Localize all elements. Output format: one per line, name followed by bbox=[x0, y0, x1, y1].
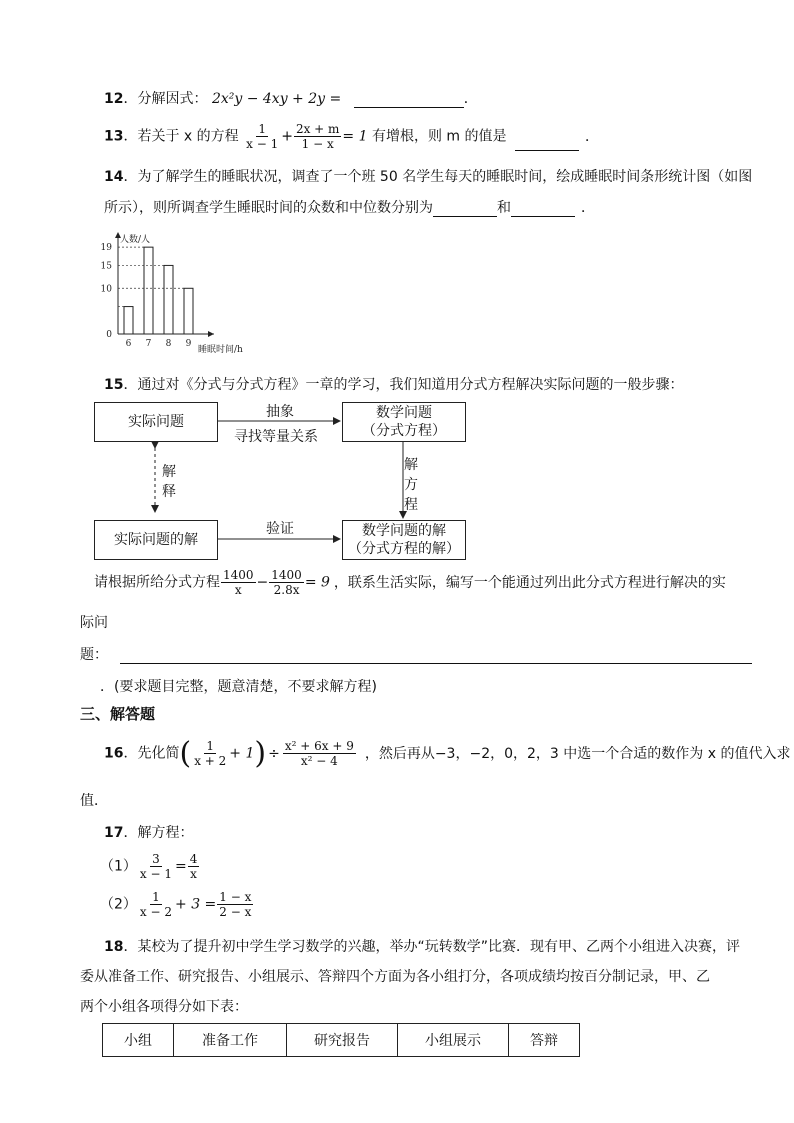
question-text: ．先化简 bbox=[123, 745, 180, 762]
label-explain bbox=[162, 462, 178, 502]
question-number: 17 bbox=[104, 825, 124, 841]
paren-open: ( bbox=[179, 736, 192, 771]
question-17 bbox=[104, 822, 193, 842]
label-char: 解 bbox=[162, 464, 176, 480]
question-text: ．分解因式： bbox=[123, 91, 208, 107]
label-find-relation: 寻找等量关系 bbox=[234, 429, 318, 445]
question-18-line-3: 两个小组各项得分如下表： bbox=[80, 999, 248, 1015]
section-heading: 三、解答题 bbox=[80, 705, 156, 723]
x-tick-label: 6 bbox=[125, 339, 132, 349]
question-15-line-3 bbox=[80, 644, 752, 664]
denominator: x + 2 bbox=[194, 754, 227, 768]
part-label: （1） bbox=[100, 858, 137, 875]
label-char: 解 bbox=[404, 457, 418, 473]
box-label: 数学问题的解 bbox=[362, 523, 446, 539]
table-header-cell: 小组 bbox=[103, 1024, 174, 1057]
paren-close: ) bbox=[254, 736, 267, 771]
question-15-prompt bbox=[94, 568, 726, 597]
x-tick-label: 7 bbox=[145, 339, 152, 349]
numerator: x² + 6x + 9 bbox=[284, 739, 354, 753]
label-char: 程 bbox=[404, 497, 418, 513]
fraction bbox=[283, 739, 356, 768]
numerator: 3 bbox=[152, 852, 160, 866]
operator: ÷ bbox=[268, 745, 280, 762]
operator: + bbox=[281, 128, 293, 145]
question-18-line-1 bbox=[104, 936, 740, 956]
equals: = 9 bbox=[304, 574, 330, 591]
punctuation: ． bbox=[584, 128, 599, 145]
fraction bbox=[269, 568, 304, 597]
fraction bbox=[192, 739, 228, 768]
denominator: x − 2 bbox=[139, 905, 173, 919]
table-header-cell: 答辩 bbox=[509, 1024, 580, 1057]
numerator: 2x + m bbox=[295, 122, 340, 136]
question-text: ．某校为了提升初中学生学习数学的兴趣，举办“玩转数学”比赛．现有甲、乙两个小组进入决赛，评 bbox=[123, 939, 740, 955]
box-label: 实际问题的解 bbox=[114, 532, 198, 548]
denominator: x − 1 bbox=[246, 137, 279, 151]
question-text: 和 bbox=[497, 200, 511, 216]
math-expression: 2x²y − 4xy + 2y = bbox=[211, 91, 342, 107]
question-text: 题： bbox=[80, 647, 108, 663]
punctuation: ． bbox=[463, 91, 478, 107]
question-number: 16 bbox=[104, 745, 124, 762]
y-tick-label: 15 bbox=[100, 261, 112, 272]
label-verify: 验证 bbox=[266, 521, 294, 537]
question-text: 所示），则所调查学生睡眠时间的众数和中位数分别为 bbox=[104, 200, 433, 216]
punctuation: ． bbox=[581, 200, 595, 216]
denominator: x − 1 bbox=[139, 867, 173, 881]
question-number: 15 bbox=[104, 377, 124, 393]
fraction bbox=[188, 852, 200, 881]
label-char: 释 bbox=[162, 484, 176, 500]
numerator: 1 bbox=[152, 890, 160, 904]
table-header-cell: 研究报告 bbox=[287, 1024, 398, 1057]
fraction bbox=[138, 852, 174, 881]
question-text: ．解方程： bbox=[123, 825, 194, 841]
question-number: 12 bbox=[104, 91, 124, 107]
table-header-row bbox=[103, 1024, 580, 1057]
question-text: ，联系生活实际，编写一个能通过列出此分式方程进行解决的实 bbox=[333, 574, 726, 591]
denominator: 2.8x bbox=[273, 583, 300, 597]
y-tick-label: 10 bbox=[100, 284, 112, 295]
question-18-line-2: 委从准备工作、研究报告、小组展示、答辩四个方面为各小组打分，各项成绩均按百分制记录，甲、乙 bbox=[80, 969, 710, 985]
label-char: 方 bbox=[404, 477, 418, 493]
numerator: 1 bbox=[258, 122, 266, 136]
denominator: 1 − x bbox=[301, 137, 334, 151]
question-17-part-2 bbox=[100, 890, 254, 919]
denominator: x² − 4 bbox=[300, 754, 338, 768]
question-text: ．为了解学生的睡眠状况，调查了一个班 50 名学生每天的睡眠时间，绘成睡眠时间条形统计图（如图 bbox=[123, 169, 753, 185]
question-text: 有增根，则 m 的值是 bbox=[367, 128, 507, 145]
question-16 bbox=[104, 736, 790, 771]
question-text: ．通过对《分式与分式方程》一章的学习，我们知道用分式方程解决实际问题的一般步骤： bbox=[123, 377, 684, 393]
question-17-part-1 bbox=[100, 852, 200, 881]
y-tick-label: 0 bbox=[106, 330, 112, 340]
question-text: 请根据所给分式方程 bbox=[94, 574, 220, 591]
equals: = bbox=[175, 858, 187, 875]
box-sublabel: （分式方程的解） bbox=[348, 541, 460, 557]
label-solve-equation bbox=[404, 455, 420, 515]
part-label: （2） bbox=[100, 896, 137, 913]
box-sublabel: （分式方程） bbox=[362, 423, 446, 439]
question-text: ．若关于 x 的方程 bbox=[123, 128, 239, 145]
fraction bbox=[217, 890, 253, 919]
score-table bbox=[102, 1023, 580, 1057]
label-abstract: 抽象 bbox=[266, 404, 294, 420]
denominator: x bbox=[234, 583, 242, 597]
question-number: 18 bbox=[104, 939, 124, 955]
x-axis-label: 睡眠时间/h bbox=[198, 345, 243, 355]
x-tick-label: 9 bbox=[185, 339, 192, 349]
table-header-cell: 准备工作 bbox=[174, 1024, 287, 1057]
y-tick-label: 19 bbox=[100, 243, 112, 254]
question-text: ，然后再从−3，−2，0，2，3 中选一个合适的数作为 x 的值代入求 bbox=[364, 745, 791, 762]
box-label: 数学问题 bbox=[376, 405, 432, 421]
x-tick-label: 8 bbox=[165, 339, 172, 349]
table-header-cell: 小组展示 bbox=[398, 1024, 509, 1057]
numerator: 4 bbox=[189, 852, 198, 866]
numerator: 1400 bbox=[271, 568, 302, 582]
question-15-note: ．(要求题目完整，题意清楚，不要求解方程) bbox=[100, 679, 377, 695]
box-label: 实际问题 bbox=[128, 414, 184, 430]
denominator: x bbox=[190, 867, 197, 881]
question-15-line-2: 际问 bbox=[80, 615, 108, 631]
numerator: 1 bbox=[206, 739, 215, 753]
denominator: 2 − x bbox=[219, 905, 252, 919]
y-axis-label: 人数/人 bbox=[120, 235, 151, 245]
equals: = 1 bbox=[342, 128, 368, 145]
numerator: 1400 bbox=[223, 568, 254, 582]
operator: + 3 = bbox=[175, 896, 217, 913]
question-16-line-2: 值． bbox=[80, 793, 108, 809]
answer-blank-problem[interactable] bbox=[120, 649, 752, 664]
fraction bbox=[221, 568, 256, 597]
question-number: 13 bbox=[104, 128, 124, 145]
operator: − bbox=[256, 574, 269, 591]
question-number: 14 bbox=[104, 169, 124, 185]
fraction bbox=[138, 890, 174, 919]
operator: + 1 bbox=[229, 745, 255, 762]
numerator: 1 − x bbox=[219, 890, 252, 904]
